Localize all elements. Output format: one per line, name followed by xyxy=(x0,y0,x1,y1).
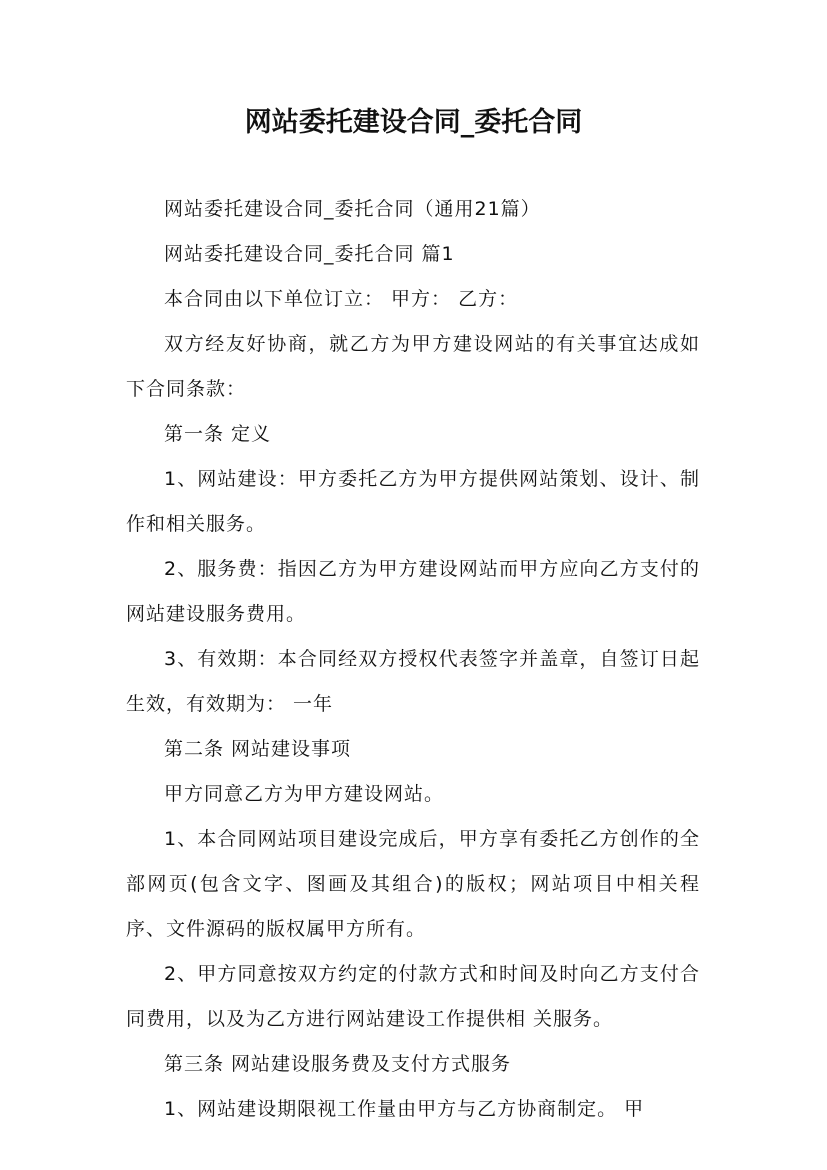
document-title: 网站委托建设合同_委托合同 xyxy=(244,107,583,138)
paragraph: 1、网站建设期限视工作量由甲方与乙方协商制定。 甲 xyxy=(164,1098,645,1120)
paragraph: 甲方同意乙方为甲方建设网站。 xyxy=(164,783,445,805)
document-body xyxy=(126,187,700,1132)
section-heading: 第一条 定义 xyxy=(164,423,272,445)
section-heading: 第二条 网站建设事项 xyxy=(164,738,352,760)
paragraph: 1、网站建设：甲方委托乙方为甲方提供网站策划、设计、制作和相关服务。 xyxy=(126,468,700,535)
paragraph: 网站委托建设合同_委托合同 篇1 xyxy=(164,243,455,265)
paragraph: 1、本合同网站项目建设完成后，甲方享有委托乙方创作的全部网页(包含文字、图画及其组合)的版权；网站项目中相关程序、文件源码的版权属甲方所有。 xyxy=(126,828,700,940)
section-heading: 第三条 网站建设服务费及支付方式服务 xyxy=(164,1053,512,1075)
paragraph: 双方经友好协商，就乙方为甲方建设网站的有关事宜达成如下合同条款： xyxy=(126,333,700,400)
paragraph: 2、服务费：指因乙方为甲方建设网站而甲方应向乙方支付的网站建设服务费用。 xyxy=(126,558,700,625)
paragraph: 网站委托建设合同_委托合同（通用21篇） xyxy=(164,198,541,220)
paragraph: 3、有效期：本合同经双方授权代表签字并盖章，自签订日起生效，有效期为： 一年 xyxy=(126,648,700,715)
paragraph: 2、甲方同意按双方约定的付款方式和时间及时向乙方支付合同费用，以及为乙方进行网站建设工作提供相 关服务。 xyxy=(126,963,700,1030)
paragraph: 本合同由以下单位订立： 甲方： 乙方： xyxy=(164,288,519,310)
